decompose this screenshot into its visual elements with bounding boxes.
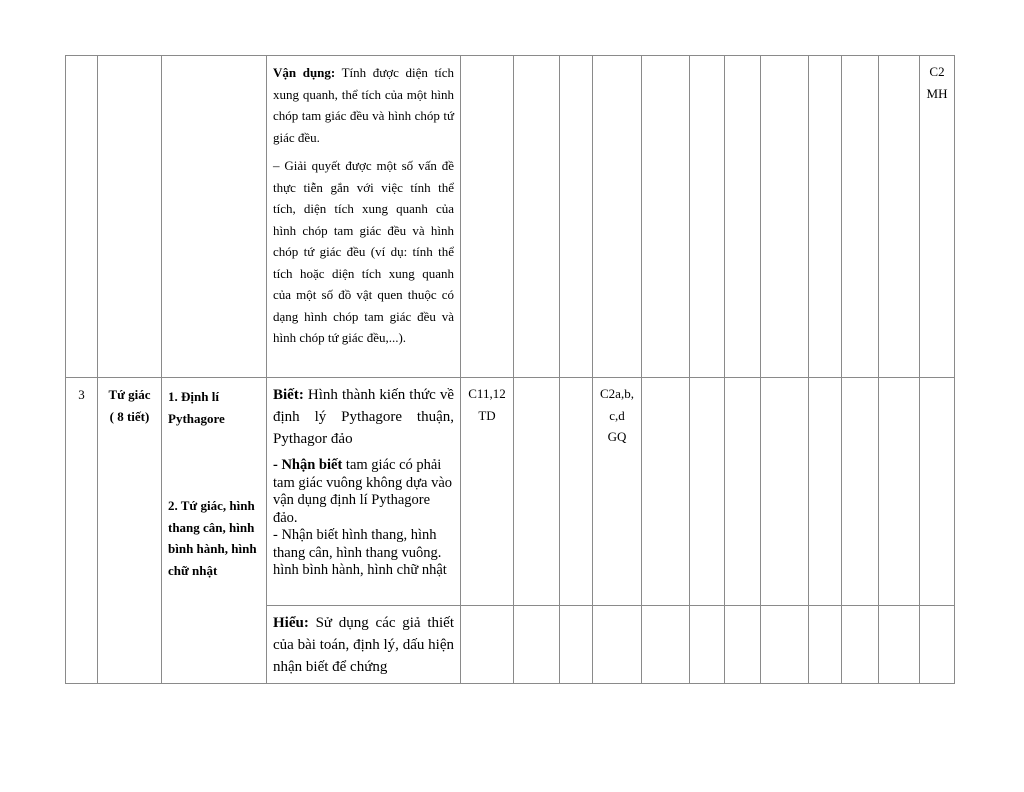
cell-value (809, 378, 842, 606)
van-dung-detail: – Giải quyết được một số vấn đề thực tiễn gắn với việc tính thể tích, diện tích xung quanh của hình chóp tam giác đều và hình chóp tứ giác đều (ví dụ: tính thể tích hoặc diện tích xung quanh của một số đồ vật quen thuộc có dạng hình chóp tam giác đều và hình chóp tứ giác đều,...). (273, 158, 454, 345)
cell-value (879, 378, 920, 606)
cell-text: C11,12 (468, 386, 506, 401)
hieu-text: Sử dụng các giả thiết của bài toán, định lý, dấu hiện nhận biết để chứng (273, 615, 454, 675)
cell-content (162, 56, 267, 378)
cell-text: TD (478, 407, 496, 423)
nhan-biet-text: tam giác có phải tam giác vuông không dựa vào vận dụng định lí Pythagore đảo. (273, 457, 452, 526)
cell-value (920, 378, 955, 606)
cell-value (593, 56, 642, 378)
cell-value (461, 56, 514, 378)
cell-requirement (267, 56, 461, 378)
cell-text: GQ (607, 429, 627, 444)
cell-value (593, 606, 642, 684)
cell-value (642, 606, 690, 684)
cell-value (920, 606, 955, 684)
cell-value (560, 378, 593, 606)
biet-label: Biết: (273, 387, 304, 403)
content-item-1: 1. Định lí Pythagore (168, 389, 225, 426)
cell-value (809, 606, 842, 684)
cell-value (560, 56, 593, 378)
cell-value-c2-mh (920, 56, 955, 378)
cell-topic (98, 378, 162, 684)
cell-value (725, 378, 761, 606)
cell-value (725, 56, 761, 378)
cell-value (560, 606, 593, 684)
content-item-2: 2. Tứ giác, hình thang cân, hình bình hành, hình chữ nhật (168, 498, 257, 578)
cell-value (809, 56, 842, 378)
nhan-biet-label: - Nhận biết (273, 457, 343, 473)
cell-number (66, 56, 98, 378)
hieu-label: Hiểu: (273, 615, 309, 631)
cell-value (842, 56, 879, 378)
cell-value (514, 378, 560, 606)
cell-value (642, 378, 690, 606)
cell-value (461, 606, 514, 684)
cell-value (761, 378, 809, 606)
cell-number: 3 (66, 378, 98, 684)
cell-text: c,d (609, 407, 625, 423)
cell-value (842, 606, 879, 684)
van-dung-text: Tính được diện tích xung quanh, thể tích của một hình chóp tam giác đều và hình chóp tứ giác đều. (273, 65, 454, 145)
cell-value (879, 56, 920, 378)
cell-topic (98, 56, 162, 378)
cell-value (879, 606, 920, 684)
cell-value (725, 606, 761, 684)
cell-requirement (267, 378, 461, 606)
cell-value (690, 56, 725, 378)
cell-value (690, 378, 725, 606)
cell-value-c2a (593, 378, 642, 606)
cell-text: MH (926, 85, 948, 101)
nhan-biet-detail: - Nhận biết hình thang, hình thang cân, hình thang vuông. hình bình hành, hình chữ nhật (273, 527, 447, 578)
table-row-3 (66, 378, 955, 606)
hieu-paragraph (273, 612, 454, 678)
cell-value (690, 606, 725, 684)
van-dung-paragraph (273, 62, 454, 148)
cell-text: C2 (929, 64, 945, 79)
assessment-matrix-table (65, 55, 955, 684)
topic-title: Tứ giác (108, 387, 151, 402)
biet-paragraph (273, 384, 454, 450)
nhan-biet-paragraph (273, 457, 454, 527)
cell-requirement (267, 606, 461, 684)
topic-periods: ( 8 tiết) (109, 408, 150, 424)
cell-value (514, 56, 560, 378)
biet-text: Hình thành kiến thức về định lý Pythagore thuận, Pythagor đảo (273, 387, 454, 447)
cell-text: C2a,b, (600, 386, 634, 401)
cell-value (761, 606, 809, 684)
cell-content (162, 378, 267, 684)
cell-value (514, 606, 560, 684)
cell-value-c11 (461, 378, 514, 606)
cell-value (842, 378, 879, 606)
table-row-continued (66, 56, 955, 378)
van-dung-label: Vận dụng: (273, 65, 336, 80)
cell-value (642, 56, 690, 378)
cell-value (761, 56, 809, 378)
